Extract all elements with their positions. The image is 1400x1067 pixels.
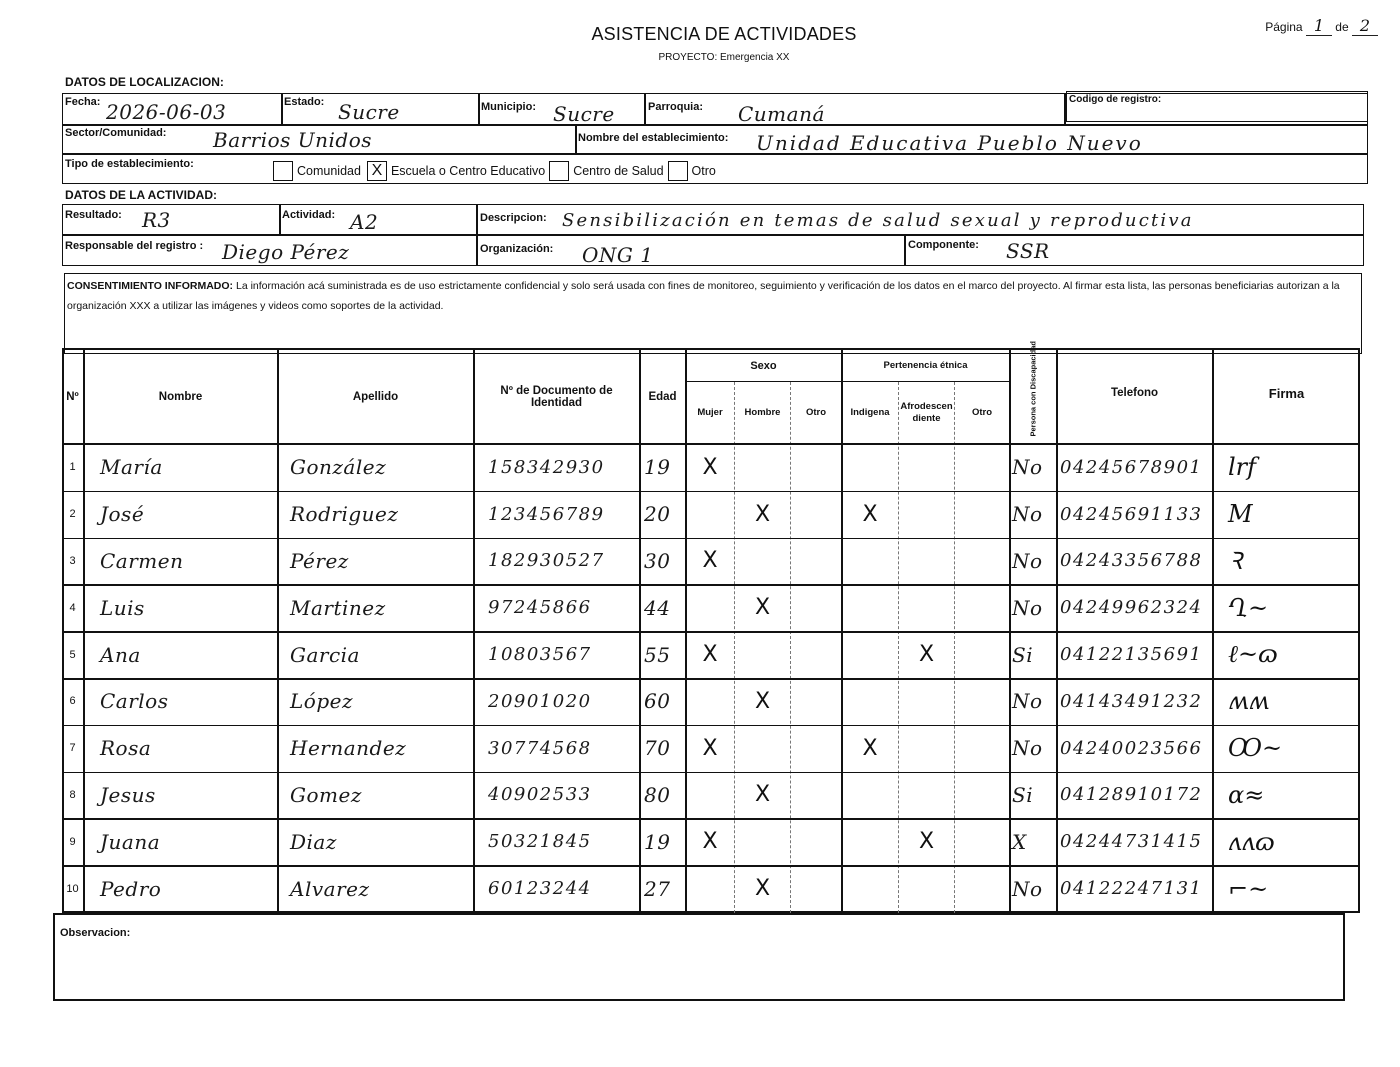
documento-cell[interactable]: 20901020 — [488, 690, 592, 712]
header-hombre: Hombre — [744, 407, 781, 418]
afro-cell[interactable] — [899, 445, 954, 490]
edad-cell[interactable]: 44 — [644, 595, 671, 620]
otro-etnia-cell[interactable] — [955, 819, 1009, 864]
edad-cell[interactable]: 70 — [644, 736, 671, 761]
otro-etnia-cell[interactable] — [955, 539, 1009, 584]
organizacion-label: Organización: — [480, 243, 554, 255]
apellido-cell[interactable]: Martinez — [290, 595, 386, 620]
discapacidad-cell[interactable]: No — [1012, 876, 1043, 901]
option-comunidad-label: Comunidad — [297, 164, 361, 178]
row-number: 1 — [69, 461, 76, 474]
documento-cell[interactable]: 158342930 — [488, 456, 605, 478]
row-number: 3 — [69, 554, 76, 567]
documento-cell[interactable]: 123456789 — [488, 503, 605, 525]
hombre-cell[interactable] — [735, 726, 790, 771]
establecimiento-value[interactable]: Unidad Educativa Pueblo Nuevo — [756, 131, 1143, 155]
section-localizacion: DATOS DE LOCALIZACION: — [65, 75, 224, 89]
mujer-cell[interactable] — [686, 773, 734, 818]
documento-cell[interactable]: 50321845 — [488, 831, 592, 853]
row-number: 5 — [69, 648, 76, 661]
sector-label: Sector/Comunidad: — [65, 127, 167, 139]
row-number: 2 — [69, 508, 76, 521]
afro-cell[interactable] — [899, 866, 954, 911]
edad-cell[interactable]: 55 — [644, 642, 671, 667]
discapacidad-cell[interactable]: No — [1012, 502, 1043, 527]
parroquia-label: Parroquia: — [648, 101, 704, 113]
otro-sexo-cell[interactable] — [791, 679, 841, 724]
header-otro-sexo: Otro — [805, 407, 827, 418]
hombre-cell[interactable]: X — [754, 595, 771, 621]
telefono-cell[interactable]: 04122135691 — [1060, 644, 1203, 666]
otro-sexo-cell[interactable] — [791, 492, 841, 537]
otro-etnia-cell[interactable] — [955, 726, 1009, 771]
fecha-value[interactable]: 2026-06-03 — [106, 100, 227, 124]
nombre-cell[interactable]: Rosa — [100, 736, 152, 761]
resultado-value[interactable]: R3 — [142, 208, 171, 232]
apellido-cell[interactable]: López — [290, 689, 353, 714]
nombre-cell[interactable]: José — [100, 502, 145, 527]
otro-sexo-cell[interactable] — [791, 585, 841, 630]
telefono-cell[interactable]: 04122247131 — [1060, 878, 1203, 900]
afro-cell[interactable]: X — [918, 829, 935, 855]
mujer-cell[interactable]: X — [702, 642, 718, 668]
header-telefono: Telefono — [1110, 387, 1159, 399]
mujer-cell[interactable] — [686, 585, 734, 630]
nombre-cell[interactable]: Ana — [100, 642, 141, 667]
indigena-cell[interactable] — [842, 585, 898, 630]
edad-cell[interactable]: 27 — [644, 876, 671, 901]
row-number: 4 — [69, 601, 76, 614]
indigena-cell[interactable]: X — [862, 735, 878, 761]
page-of-label: de — [1335, 20, 1349, 34]
telefono-cell[interactable]: 04245691133 — [1060, 503, 1203, 525]
documento-cell[interactable]: 10803567 — [488, 644, 592, 666]
header-mujer: Mujer — [697, 407, 723, 418]
row-number: 6 — [69, 695, 76, 708]
project-subtitle: PROYECTO: Emergencia XX — [658, 52, 790, 63]
estado-value[interactable]: Sucre — [338, 100, 400, 124]
edad-cell[interactable]: 19 — [644, 829, 671, 854]
hombre-cell[interactable] — [735, 445, 790, 490]
actividad-value[interactable]: A2 — [350, 210, 379, 234]
checkbox-centro-salud[interactable] — [549, 161, 569, 181]
telefono-cell[interactable]: 04245678901 — [1060, 456, 1203, 478]
header-discapacidad-cell — [1010, 341, 1056, 443]
row-number: 8 — [69, 788, 76, 801]
otro-sexo-cell[interactable] — [791, 726, 841, 771]
establecimiento-label: Nombre del establecimiento: — [578, 132, 729, 144]
hombre-cell[interactable]: X — [754, 876, 771, 902]
header-sexo: Sexo — [750, 359, 777, 372]
apellido-cell[interactable]: Hernandez — [290, 736, 407, 761]
telefono-cell[interactable]: 04128910172 — [1060, 784, 1203, 806]
discapacidad-cell[interactable]: Si — [1012, 782, 1034, 807]
header-num: Nº — [66, 390, 79, 403]
firma-cell[interactable]: Ղ~ — [1228, 593, 1269, 622]
documento-cell[interactable]: 60123244 — [488, 878, 592, 900]
firma-cell[interactable]: ɑ≈ — [1228, 780, 1265, 809]
firma-cell[interactable]: lrf — [1228, 453, 1257, 482]
fecha-label: Fecha: — [65, 96, 101, 108]
apellido-cell[interactable]: Alvarez — [290, 876, 370, 901]
mujer-cell[interactable] — [686, 679, 734, 724]
indigena-cell[interactable] — [842, 445, 898, 490]
discapacidad-cell[interactable]: No — [1012, 595, 1043, 620]
documento-cell[interactable]: 40902533 — [488, 784, 592, 806]
afro-cell[interactable] — [899, 585, 954, 630]
indigena-cell[interactable] — [842, 539, 898, 584]
indigena-cell[interactable] — [842, 866, 898, 911]
otro-etnia-cell[interactable] — [955, 866, 1009, 911]
header-firma: Firma — [1268, 385, 1305, 401]
otro-sexo-cell[interactable] — [791, 632, 841, 677]
mujer-cell[interactable]: X — [702, 454, 718, 480]
afro-cell[interactable]: X — [918, 642, 935, 668]
firma-cell[interactable]: ʌʌɷ — [1228, 827, 1275, 856]
descripcion-value[interactable]: Sensibilización en temas de salud sexual y reproductiva — [562, 210, 1194, 231]
responsable-value[interactable]: Diego Pérez — [222, 240, 350, 264]
discapacidad-cell[interactable]: No — [1012, 455, 1043, 480]
otro-sexo-cell[interactable] — [791, 539, 841, 584]
nombre-cell[interactable]: Luis — [100, 595, 145, 620]
checkbox-otro[interactable] — [668, 161, 688, 181]
header-nombre: Nombre — [158, 390, 203, 403]
observacion-box[interactable] — [53, 913, 1345, 1001]
telefono-cell[interactable]: 04143491232 — [1060, 690, 1203, 712]
componente-label: Componente: — [908, 239, 979, 251]
option-escuela-label: Escuela o Centro Educativo — [390, 164, 546, 178]
apellido-cell[interactable]: Garcia — [290, 642, 360, 667]
resultado-label: Resultado: — [65, 209, 122, 221]
organizacion-value[interactable]: ONG 1 — [582, 243, 654, 267]
page-total: 2 — [1352, 16, 1378, 36]
hombre-cell[interactable] — [735, 819, 790, 864]
checkbox-comunidad[interactable] — [273, 161, 293, 181]
consent-paragraph — [65, 274, 1361, 318]
discapacidad-cell[interactable]: X — [1012, 829, 1027, 854]
otro-etnia-cell[interactable] — [955, 445, 1009, 490]
documento-cell[interactable]: 97245866 — [488, 597, 592, 619]
nombre-cell[interactable]: Carlos — [100, 689, 169, 714]
estado-label: Estado: — [284, 96, 325, 108]
indigena-cell[interactable] — [842, 773, 898, 818]
firma-cell[interactable]: Ꝛ — [1228, 547, 1243, 576]
nombre-cell[interactable]: Pedro — [100, 876, 162, 901]
mujer-cell[interactable]: X — [702, 548, 718, 574]
otro-etnia-cell[interactable] — [955, 679, 1009, 724]
apellido-cell[interactable]: Pérez — [290, 548, 349, 573]
firma-cell[interactable]: ⌐~ — [1228, 874, 1269, 903]
header-documento: Nº de Documento de Identidad — [500, 384, 613, 409]
discapacidad-cell[interactable]: No — [1012, 736, 1043, 761]
otro-sexo-cell[interactable] — [791, 773, 841, 818]
indigena-cell[interactable] — [842, 819, 898, 864]
row-number: 10 — [66, 882, 79, 895]
componente-value[interactable]: SSR — [1006, 239, 1050, 263]
apellido-cell[interactable]: González — [290, 455, 387, 480]
parroquia-value[interactable]: Cumaná — [738, 102, 825, 126]
afro-cell[interactable] — [899, 773, 954, 818]
otro-sexo-cell[interactable] — [791, 819, 841, 864]
apellido-cell[interactable]: Rodriguez — [290, 502, 399, 527]
mujer-cell[interactable]: X — [702, 829, 718, 855]
sector-value[interactable]: Barrios Unidos — [213, 128, 373, 152]
mujer-cell[interactable] — [686, 866, 734, 911]
otro-etnia-cell[interactable] — [955, 632, 1009, 677]
firma-cell[interactable]: Ꝏ~ — [1228, 734, 1283, 763]
firma-cell[interactable]: M — [1228, 500, 1253, 529]
checkbox-escuela[interactable]: X — [367, 161, 387, 181]
section-actividad: DATOS DE LA ACTIVIDAD: — [65, 188, 217, 202]
option-otro-label: Otro — [691, 164, 716, 178]
page-label: Página — [1265, 20, 1303, 34]
header-edad: Edad — [648, 390, 677, 403]
page-indicator — [1265, 16, 1378, 36]
otro-etnia-cell[interactable] — [955, 773, 1009, 818]
indigena-cell[interactable] — [842, 632, 898, 677]
row-number: 9 — [69, 835, 76, 848]
descripcion-label: Descripcion: — [480, 212, 547, 224]
nombre-cell[interactable]: María — [100, 455, 163, 480]
row-number: 7 — [69, 742, 76, 755]
tipo-label: Tipo de establecimiento: — [65, 158, 194, 170]
header-otro-etnia: Otro — [971, 407, 993, 418]
otro-etnia-cell[interactable] — [955, 585, 1009, 630]
edad-cell[interactable]: 60 — [644, 689, 671, 714]
telefono-cell[interactable]: 04240023566 — [1060, 737, 1203, 759]
page-current: 1 — [1306, 16, 1332, 36]
edad-cell[interactable]: 20 — [644, 502, 671, 527]
firma-cell[interactable]: ℓ~ɷ — [1228, 640, 1278, 669]
nombre-cell[interactable]: Jesus — [100, 782, 156, 807]
header-apellido: Apellido — [352, 390, 399, 403]
telefono-cell[interactable]: 04244731415 — [1060, 831, 1203, 853]
header-afro: Afrodescen diente — [900, 401, 953, 424]
telefono-cell[interactable]: 04249962324 — [1060, 597, 1203, 619]
apellido-cell[interactable]: Diaz — [290, 829, 337, 854]
header-discapacidad: Persona con Discapacidad — [1028, 341, 1038, 437]
edad-cell[interactable]: 30 — [644, 548, 671, 573]
hombre-cell[interactable]: X — [754, 782, 771, 808]
hombre-cell[interactable]: X — [754, 688, 771, 714]
consent-box — [64, 273, 1362, 354]
afro-cell[interactable] — [899, 492, 954, 537]
discapacidad-cell[interactable]: Si — [1012, 642, 1034, 667]
edad-cell[interactable]: 80 — [644, 782, 671, 807]
indigena-cell[interactable]: X — [862, 501, 878, 527]
firma-cell[interactable]: ʍʍ — [1228, 687, 1270, 716]
afro-cell[interactable] — [899, 679, 954, 724]
hombre-cell[interactable] — [735, 632, 790, 677]
form-title: ASISTENCIA DE ACTIVIDADES — [591, 24, 857, 44]
afro-cell[interactable] — [899, 539, 954, 584]
mujer-cell[interactable]: X — [702, 735, 718, 761]
actividad-label: Actividad: — [282, 209, 336, 221]
otro-sexo-cell[interactable] — [791, 445, 841, 490]
codigo-label: Codigo de registro: — [1069, 94, 1162, 105]
header-etnica: Pertenencia étnica — [883, 359, 968, 371]
edad-cell[interactable]: 19 — [644, 455, 671, 480]
consent-text: La información acá suministrada es de uso estrictamente confidencial y solo será usada con fines de monitoreo, seguimiento y verificación de los datos en el marco del proyecto. Al firmar esta lista, las personas beneficiarias autorizan a la organización XXX a utilizar las imágenes y videos como soportes de la actividad. — [67, 280, 1340, 312]
municipio-value[interactable]: Sucre — [553, 102, 615, 126]
apellido-cell[interactable]: Gomez — [290, 782, 362, 807]
hombre-cell[interactable]: X — [754, 501, 771, 527]
otro-etnia-cell[interactable] — [955, 492, 1009, 537]
responsable-label: Responsable del registro : — [65, 240, 204, 252]
nombre-cell[interactable]: Carmen — [100, 548, 184, 573]
documento-cell[interactable]: 182930527 — [488, 550, 605, 572]
tipo-options — [273, 161, 720, 181]
mujer-cell[interactable] — [686, 492, 734, 537]
observacion-label: Observacion: — [60, 927, 131, 939]
otro-sexo-cell[interactable] — [791, 866, 841, 911]
nombre-cell[interactable]: Juana — [100, 829, 161, 854]
header-indigena: Indigena — [850, 407, 890, 418]
documento-cell[interactable]: 30774568 — [488, 737, 592, 759]
afro-cell[interactable] — [899, 726, 954, 771]
municipio-label: Municipio: — [481, 101, 536, 113]
discapacidad-cell[interactable]: No — [1012, 548, 1043, 573]
option-centro-salud-label: Centro de Salud — [573, 164, 664, 178]
discapacidad-cell[interactable]: No — [1012, 689, 1043, 714]
indigena-cell[interactable] — [842, 679, 898, 724]
consent-label: CONSENTIMIENTO INFORMADO: — [67, 280, 234, 292]
telefono-cell[interactable]: 04243356788 — [1060, 550, 1203, 572]
hombre-cell[interactable] — [735, 539, 790, 584]
